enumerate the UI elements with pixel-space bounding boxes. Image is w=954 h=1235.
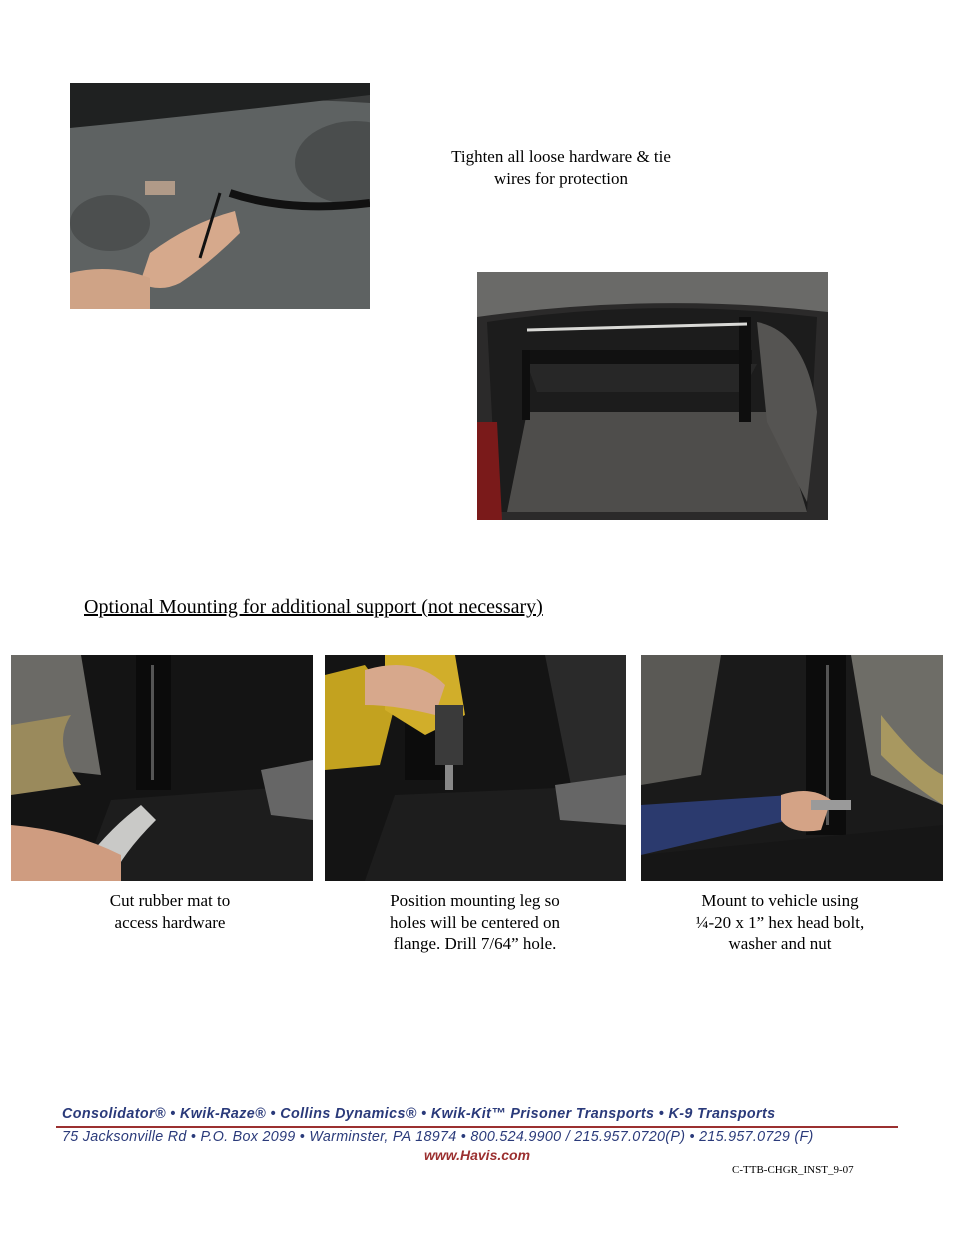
caption-line: Position mounting leg so (390, 891, 560, 910)
caption-line: Tighten all loose hardware & tie (451, 147, 671, 166)
photo-drill-hole (325, 655, 626, 881)
caption-mount-vehicle (630, 890, 930, 955)
caption-line: washer and nut (728, 934, 832, 953)
caption-cut-mat (20, 890, 320, 933)
document-code: C-TTB-CHGR_INST_9-07 (732, 1164, 854, 1176)
footer-website-link[interactable]: www.Havis.com (423, 1147, 531, 1163)
footer-divider (56, 1126, 898, 1128)
footer-brands: Consolidator® • Kwik-Raze® • Collins Dynamics® • Kwik-Kit™ Prisoner Transports • K-9 Transports (62, 1106, 776, 1122)
caption-line: flange. Drill 7/64” hole. (393, 934, 557, 953)
section-heading: Optional Mounting for additional support (not necessary) (84, 596, 543, 618)
photo-mount-bolt (641, 655, 943, 881)
caption-line: Cut rubber mat to (109, 891, 231, 910)
caption-line: ¼-20 x 1” hex head bolt, (695, 912, 865, 932)
photo-trunk-shelf (477, 272, 828, 520)
caption-tighten-hardware (401, 146, 721, 189)
caption-position-leg (325, 890, 625, 955)
caption-line: wires for protection (493, 168, 629, 188)
caption-line: access hardware (114, 912, 226, 932)
footer-address: 75 Jacksonville Rd • P.O. Box 2099 • Warminster, PA 18974 • 800.524.9900 / 215.957.0720(P) • 215.957.0729 (F) (62, 1129, 814, 1145)
photo-tie-wires (70, 83, 370, 309)
caption-line: Mount to vehicle using (701, 891, 859, 910)
caption-line: holes will be centered on (390, 912, 560, 932)
photo-cut-mat (11, 655, 313, 881)
